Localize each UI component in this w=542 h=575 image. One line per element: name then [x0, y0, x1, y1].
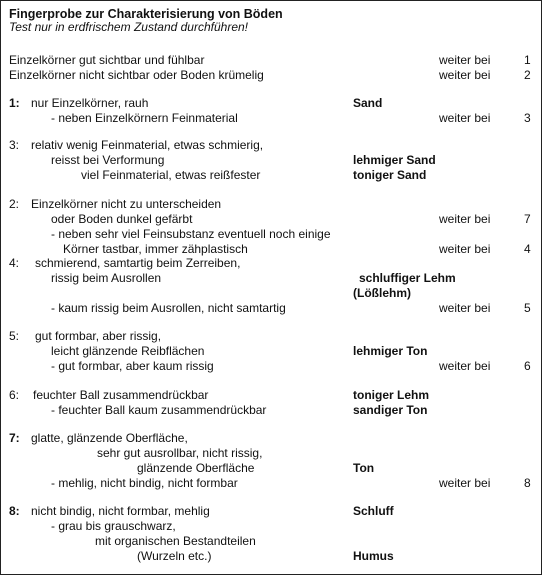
criterion-text: - neben Einzelkörnern Feinmaterial: [51, 111, 238, 125]
criterion-text: - feuchter Ball kaum zusammendrückbar: [51, 403, 267, 417]
step-ref: 3: [524, 111, 531, 125]
criterion-text: schmierend, samtartig beim Zerreiben,: [35, 256, 241, 270]
weiter-label: weiter bei: [439, 68, 491, 82]
criterion-text: - gut formbar, aber kaum rissig: [51, 359, 214, 373]
step-ref: 8: [524, 476, 531, 490]
criterion-text: - mehlig, nicht bindig, nicht formbar: [51, 476, 238, 490]
criterion-text: gut formbar, aber rissig,: [35, 329, 162, 343]
criterion-text: nicht bindig, nicht formbar, mehlig: [31, 504, 210, 518]
intro-line-2: Einzelkörner nicht sichtbar oder Boden krümelig: [9, 68, 264, 82]
soil-type-result: toniger Sand: [353, 168, 427, 182]
criterion-text: relativ wenig Feinmaterial, etwas schmierig,: [31, 138, 264, 152]
criterion-text: Körner tastbar, immer zähplastisch: [63, 242, 248, 256]
step-number: 6:: [9, 388, 20, 402]
criterion-text: feuchter Ball zusammendrückbar: [33, 388, 209, 402]
step-number: 5:: [9, 329, 20, 343]
step-number: 8:: [9, 504, 20, 518]
soil-type-result: sandiger Ton: [353, 403, 428, 417]
weiter-label: weiter bei: [439, 242, 491, 256]
criterion-text: (Wurzeln etc.): [137, 549, 212, 563]
step-ref: 4: [524, 242, 531, 256]
soil-type-result: toniger Lehm: [353, 388, 430, 402]
criterion-text: sehr gut ausrollbar, nicht rissig,: [97, 446, 263, 460]
criterion-text: - kaum rissig beim Ausrollen, nicht samtartig: [51, 301, 286, 315]
step-ref: 6: [524, 359, 531, 373]
step-number: 3:: [9, 138, 20, 152]
criterion-text: rissig beim Ausrollen: [51, 271, 162, 285]
step-ref: 1: [524, 53, 531, 67]
step-number: 2:: [9, 197, 20, 211]
weiter-label: weiter bei: [439, 301, 491, 315]
criterion-text: Einzelkörner nicht zu unterscheiden: [31, 197, 222, 211]
document-subtitle: Test nur in erdfrischem Zustand durchführen!: [9, 20, 249, 34]
step-ref: 5: [524, 301, 531, 315]
document-title: Fingerprobe zur Charakterisierung von Böden: [9, 7, 283, 21]
soil-type-result: schluffiger Lehm: [359, 271, 456, 285]
criterion-text: glatte, glänzende Oberfläche,: [31, 431, 188, 445]
soil-type-result: Schluff: [353, 504, 394, 518]
step-number: 7:: [9, 431, 20, 445]
criterion-text: leicht glänzende Reibflächen: [51, 344, 205, 358]
soil-type-result: lehmiger Ton: [353, 344, 428, 358]
weiter-label: weiter bei: [439, 53, 491, 67]
criterion-text: nur Einzelkörner, rauh: [31, 96, 149, 110]
criterion-text: reisst bei Verformung: [51, 153, 165, 167]
soil-type-result-note: (Lößlehm): [353, 286, 411, 300]
criterion-text: viel Feinmaterial, etwas reißfester: [81, 168, 261, 182]
weiter-label: weiter bei: [439, 476, 491, 490]
step-number: 4:: [9, 256, 20, 270]
soil-type-result: Sand: [353, 96, 383, 110]
step-ref: 2: [524, 68, 531, 82]
criterion-text: oder Boden dunkel gefärbt: [51, 212, 193, 226]
criterion-text: glänzende Oberfläche: [137, 461, 255, 475]
weiter-label: weiter bei: [439, 359, 491, 373]
weiter-label: weiter bei: [439, 111, 491, 125]
soil-type-result: Ton: [353, 461, 375, 475]
soil-type-result: lehmiger Sand: [353, 153, 436, 167]
weiter-label: weiter bei: [439, 212, 491, 226]
step-number: 1:: [9, 96, 20, 110]
soil-type-result: Humus: [353, 549, 394, 563]
step-ref: 7: [524, 212, 531, 226]
intro-line-1: Einzelkörner gut sichtbar und fühlbar: [9, 53, 205, 67]
criterion-text: - grau bis grauschwarz,: [51, 519, 176, 533]
criterion-text: mit organischen Bestandteilen: [95, 534, 256, 548]
criterion-text: - neben sehr viel Feinsubstanz eventuell noch einige: [51, 227, 331, 241]
